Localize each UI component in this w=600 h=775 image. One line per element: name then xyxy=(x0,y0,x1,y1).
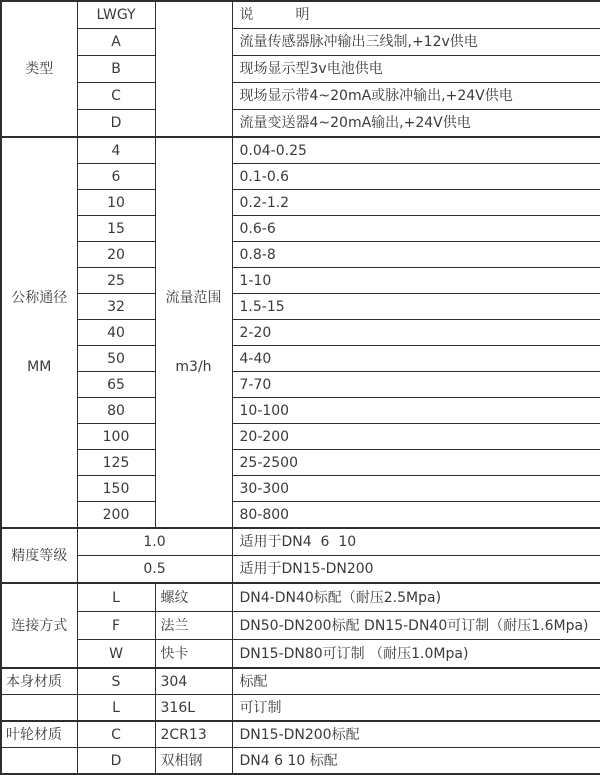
table-row xyxy=(1,242,600,268)
type-desc-cell: 流量传感器脉冲输出三线制,+12v供电 xyxy=(232,29,600,56)
table-row xyxy=(1,83,600,110)
table-row xyxy=(1,528,600,556)
type-code-cell: A xyxy=(77,29,155,56)
table-row xyxy=(1,346,600,372)
table-row xyxy=(1,137,600,164)
table-row xyxy=(1,612,600,640)
section-label-diameter xyxy=(1,137,77,528)
type-code-cell: C xyxy=(77,83,155,110)
range-cell: 0.6-6 xyxy=(232,216,600,242)
flow-range-label-cell xyxy=(155,137,232,528)
dn-cell: 25 xyxy=(77,268,155,294)
accuracy-desc-cell: 适用于DN15-DN200 xyxy=(232,556,600,584)
section-label-connection: 连接方式 xyxy=(1,583,77,668)
table-row xyxy=(1,721,600,748)
range-cell: 20-200 xyxy=(232,424,600,450)
material-label-empty-cell xyxy=(1,695,77,722)
table-row xyxy=(1,216,600,242)
accuracy-grade-cell: 0.5 xyxy=(77,556,232,584)
dn-cell: 65 xyxy=(77,372,155,398)
dn-cell: 15 xyxy=(77,216,155,242)
diameter-label-line1: 公称通径 xyxy=(11,289,68,306)
dn-cell: 80 xyxy=(77,398,155,424)
connection-name-cell: 螺纹 xyxy=(155,583,232,612)
material-desc-cell: DN4 6 10 标配 xyxy=(232,748,600,775)
dn-cell: 200 xyxy=(77,502,155,529)
dn-cell: 100 xyxy=(77,424,155,450)
material-desc-cell: 可订制 xyxy=(232,695,600,722)
range-cell: 1.5-15 xyxy=(232,294,600,320)
diameter-label-line2: MM xyxy=(27,358,52,375)
connection-name-cell: 快卡 xyxy=(155,640,232,669)
material-code-cell: L xyxy=(77,695,155,722)
empty-spacer-cell xyxy=(155,1,232,137)
dn-cell: 50 xyxy=(77,346,155,372)
flow-range-label-line2: m3/h xyxy=(175,358,212,375)
type-desc-cell: 现场显示型3v电池供电 xyxy=(232,56,600,83)
range-cell: 10-100 xyxy=(232,398,600,424)
table-row xyxy=(1,268,600,294)
connection-code-cell: F xyxy=(77,612,155,640)
accuracy-desc-cell: 适用于DN4 6 10 xyxy=(232,528,600,556)
range-cell: 4-40 xyxy=(232,346,600,372)
range-cell: 30-300 xyxy=(232,476,600,502)
table-row xyxy=(1,748,600,775)
material-label-empty-cell xyxy=(1,748,77,775)
table-row xyxy=(1,190,600,216)
dn-cell: 4 xyxy=(77,137,155,164)
dn-cell: 32 xyxy=(77,294,155,320)
range-cell: 0.8-8 xyxy=(232,242,600,268)
connection-code-cell: L xyxy=(77,583,155,612)
range-cell: 0.2-1.2 xyxy=(232,190,600,216)
table-row xyxy=(1,294,600,320)
table-row xyxy=(1,372,600,398)
table-row xyxy=(1,502,600,529)
section-label-accuracy: 精度等级 xyxy=(1,528,77,583)
accuracy-grade-cell: 1.0 xyxy=(77,528,232,556)
connection-code-cell: W xyxy=(77,640,155,669)
connection-desc-cell: DN4-DN40标配（耐压2.5Mpa) xyxy=(232,583,600,612)
table-row xyxy=(1,164,600,190)
table-row xyxy=(1,398,600,424)
material-name-cell: 双相钢 xyxy=(155,748,232,775)
table-row xyxy=(1,450,600,476)
table-row xyxy=(1,695,600,722)
range-cell: 1-10 xyxy=(232,268,600,294)
section-label-body-material: 本身材质 xyxy=(1,668,77,695)
section-label-type: 类型 xyxy=(1,1,77,137)
desc-header-cell: 说 明 xyxy=(232,1,600,29)
table-row xyxy=(1,29,600,56)
table-row xyxy=(1,424,600,450)
model-code-cell: LWGY xyxy=(77,1,155,29)
material-name-cell: 304 xyxy=(155,668,232,695)
dn-cell: 40 xyxy=(77,320,155,346)
dn-cell: 20 xyxy=(77,242,155,268)
connection-name-cell: 法兰 xyxy=(155,612,232,640)
range-cell: 2-20 xyxy=(232,320,600,346)
dn-cell: 6 xyxy=(77,164,155,190)
dn-cell: 125 xyxy=(77,450,155,476)
material-name-cell: 316L xyxy=(155,695,232,722)
section-label-impeller-material: 叶轮材质 xyxy=(1,721,77,748)
table-row xyxy=(1,320,600,346)
table-row xyxy=(1,1,600,29)
table-row xyxy=(1,668,600,695)
range-cell: 0.1-0.6 xyxy=(232,164,600,190)
material-code-cell: S xyxy=(77,668,155,695)
table-row xyxy=(1,556,600,584)
table-row xyxy=(1,110,600,138)
table-row xyxy=(1,56,600,83)
type-code-cell: D xyxy=(77,110,155,138)
connection-desc-cell: DN50-DN200标配 DN15-DN40可订制（耐压1.6Mpa) xyxy=(232,612,600,640)
flow-range-label-line1: 流量范围 xyxy=(165,289,222,306)
table-row xyxy=(1,476,600,502)
dn-cell: 150 xyxy=(77,476,155,502)
material-code-cell: D xyxy=(77,748,155,775)
material-desc-cell: 标配 xyxy=(232,668,600,695)
type-code-cell: B xyxy=(77,56,155,83)
dn-cell: 10 xyxy=(77,190,155,216)
type-desc-cell: 流量变送器4~20mA输出,+24V供电 xyxy=(232,110,600,138)
range-cell: 0.04-0.25 xyxy=(232,137,600,164)
type-desc-cell: 现场显示带4~20mA或脉冲输出,+24V供电 xyxy=(232,83,600,110)
connection-desc-cell: DN15-DN80可订制 （耐压1.0Mpa) xyxy=(232,640,600,669)
table-row xyxy=(1,640,600,669)
material-name-cell: 2CR13 xyxy=(155,721,232,748)
material-desc-cell: DN15-DN200标配 xyxy=(232,721,600,748)
range-cell: 7-70 xyxy=(232,372,600,398)
table-row xyxy=(1,583,600,612)
range-cell: 80-800 xyxy=(232,502,600,529)
range-cell: 25-2500 xyxy=(232,450,600,476)
material-code-cell: C xyxy=(77,721,155,748)
